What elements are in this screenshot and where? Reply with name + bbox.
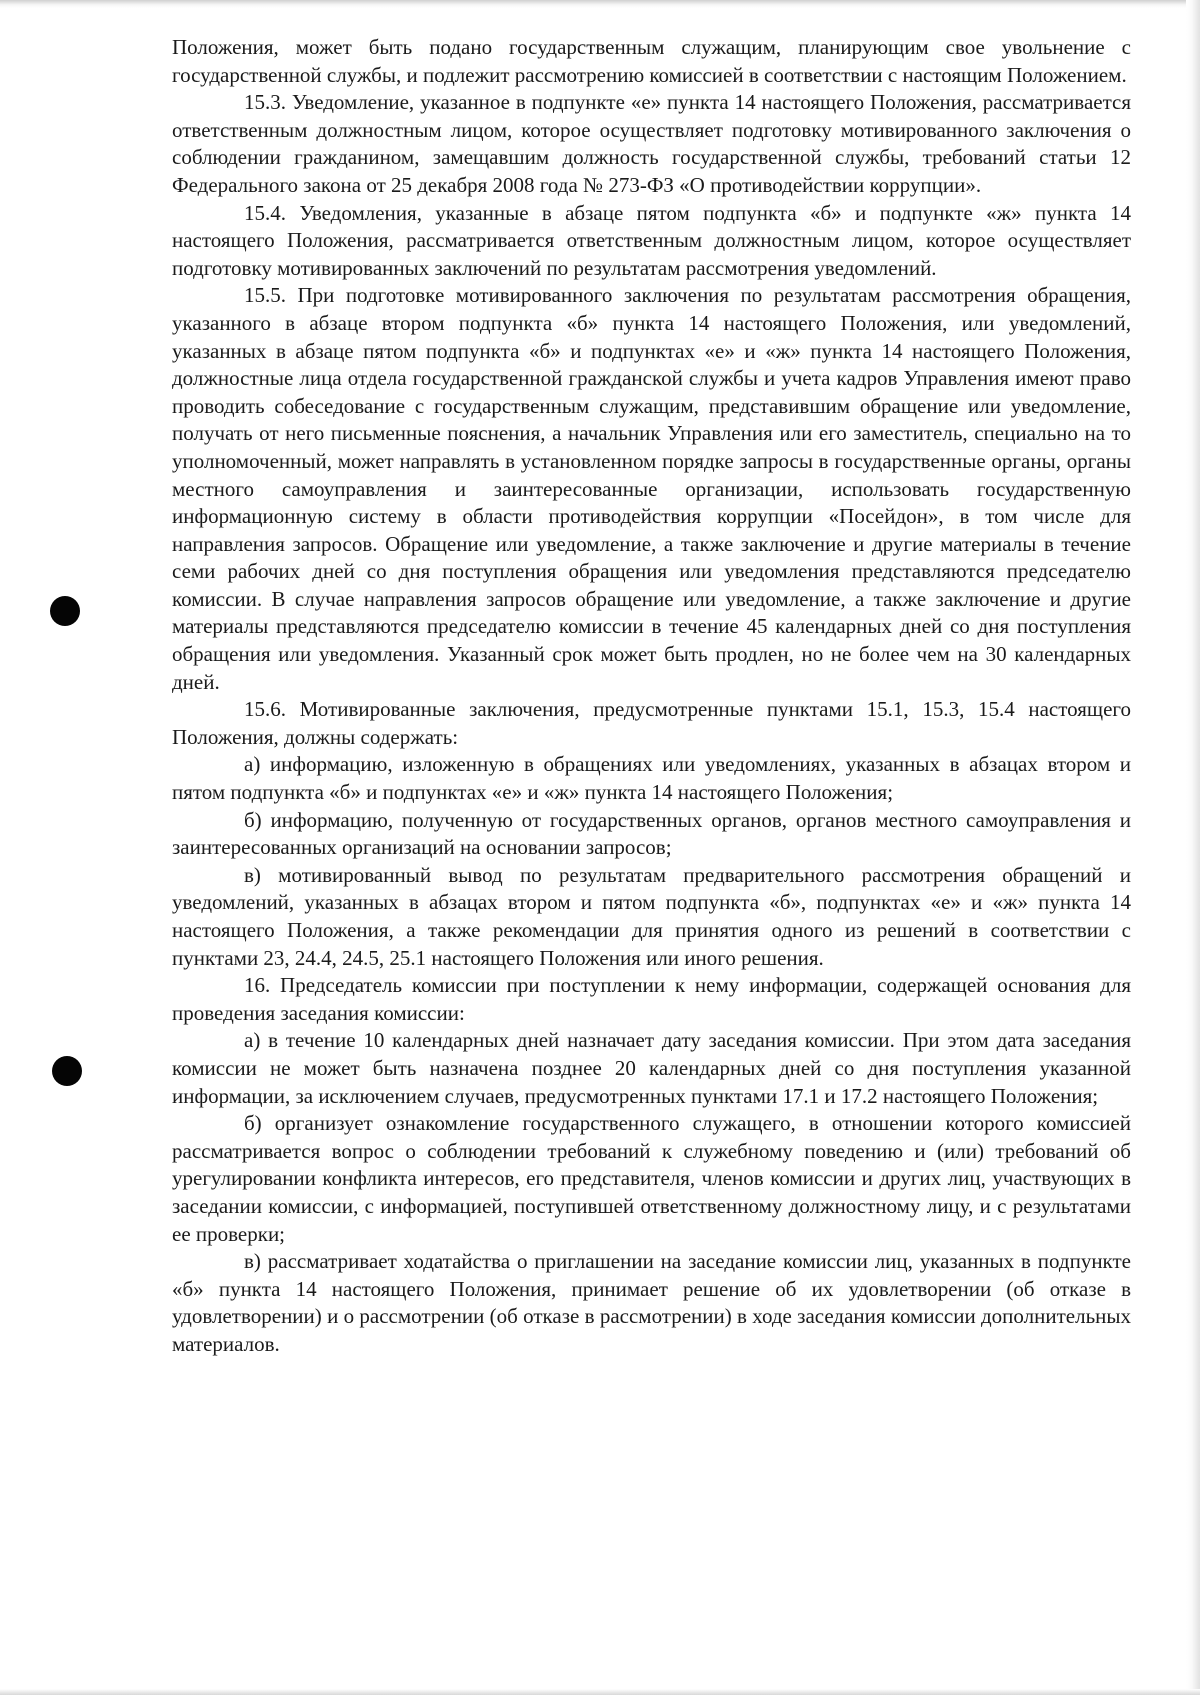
document-body [172, 34, 1131, 1359]
paragraph-16: 16. Председатель комиссии при поступлении к нему информации, содержащей основания для проведения заседания комиссии: [172, 973, 1131, 1025]
paragraph-16-v: в) рассматривает ходатайства о приглашении на заседание комиссии лиц, указанных в подпункте «б» пункта 14 настоящего Положения, принимает решение об их удовлетворении (об отказе в удовлетворении) и о рассмотрении (об отказе в рассмотрении) в ходе заседания комиссии дополнительных материалов. [172, 1249, 1131, 1356]
paragraph-15-6-v: в) мотивированный вывод по результатам предварительного рассмотрения обращений и уведомлений, указанных в абзацах втором и пятом подпункта «б», подпунктах «е» и «ж» пункта 14 настоящего Положения, а также рекомендации для принятия одного из решений в соответствии с пунктами 23, 24.4, 24.5, 25.1 настоящего Положения или иного решения. [172, 862, 1131, 970]
paragraph-16-b: б) организует ознакомление государственного служащего, в отношении которого комиссией рассматривается вопрос о соблюдении требований к служебному поведению и (или) требований об урегулировании конфликта интересов, его представителя, членов комиссии и других лиц, участвующих в заседании комиссии, с информацией, поступившей ответственному должностному лицу, и с результатами ее проверки; [172, 1111, 1131, 1246]
paragraph-continuation: Положения, может быть подано государственным служащим, планирующим свое увольнение с государственной службы, и подлежит рассмотрению комиссией в соответствии с настоящим Положением. [172, 35, 1131, 87]
scan-right-edge [1186, 0, 1200, 1695]
paragraph-15-6-a: а) информацию, изложенную в обращениях или уведомлениях, указанных в абзацах втором и пятом подпункта «б» и подпунктах «е» и «ж» пункта 14 настоящего Положения; [172, 752, 1131, 805]
paragraph-16-a: а) в течение 10 календарных дней назначает дату заседания комиссии. При этом дата заседания комиссии не может быть назначена позднее 20 календарных дней со дня поступления указанной информации, за исключением случаев, предусмотренных пунктами 17.1 и 17.2 настоящего Положения; [172, 1028, 1131, 1108]
punch-hole-upper [50, 596, 80, 626]
paragraph-15-4: 15.4. Уведомления, указанные в абзаце пятом подпункта «б» и подпункте «ж» пункта 14 настоящего Положения, рассматривается ответственным должностным лицом, которое осуществляет подготовку мотивированных заключений по результатам рассмотрения уведомлений. [172, 200, 1131, 280]
paragraph-15-3: 15.3. Уведомление, указанное в подпункте «е» пункта 14 настоящего Положения, рассматривается ответственным должностным лицом, которое осуществляет подготовку мотивированного заключения о соблюдении гражданином, замещавшим должность государственной службы, требований статьи 12 Федерального закона от 25 декабря 2008 года № 273-ФЗ «О противодействии коррупции». [172, 90, 1131, 197]
scan-top-edge [0, 0, 1200, 8]
paragraph-15-6: 15.6. Мотивированные заключения, предусмотренные пунктами 15.1, 15.3, 15.4 настоящего Положения, должны содержать: [172, 697, 1131, 749]
paragraph-15-6-b: б) информацию, полученную от государственных органов, органов местного самоуправления и заинтересованных организаций на основании запросов; [172, 807, 1131, 860]
paragraph-15-5: 15.5. При подготовке мотивированного заключения по результатам рассмотрения обращения, указанного в абзаце втором подпункта «б» пункта 14 настоящего Положения, или уведомлений, указанных в абзаце пятом подпункта «б» и подпунктах «е» и «ж» пункта 14 настоящего Положения, должностные лица отдела государственной гражданской службы и учета кадров Управления имеют право проводить собеседование с государственным служащим, представившим обращение или уведомление, получать от него письменные пояснения, а начальник Управления или его заместитель, специально на то уполномоченный, может направлять в установленном порядке запросы в государственные органы, органы местного самоуправления и заинтересованные организации, использовать государственную информационную систему в области противодействия коррупции «Посейдон», в том числе для направления запросов. Обращение или уведомление, а также заключение и другие материалы в течение семи рабочих дней со дня поступления обращения или уведомления представляются председателю комиссии. В случае направления запросов обращение или уведомление, а также заключение и другие материалы представляются председателю комиссии в течение 45 календарных дней со дня поступления обращения или уведомления. Указанный срок может быть продлен, но не более чем на 30 календарных дней. [172, 283, 1131, 694]
scan-bottom-edge [0, 1689, 1200, 1695]
punch-hole-lower [52, 1056, 82, 1086]
